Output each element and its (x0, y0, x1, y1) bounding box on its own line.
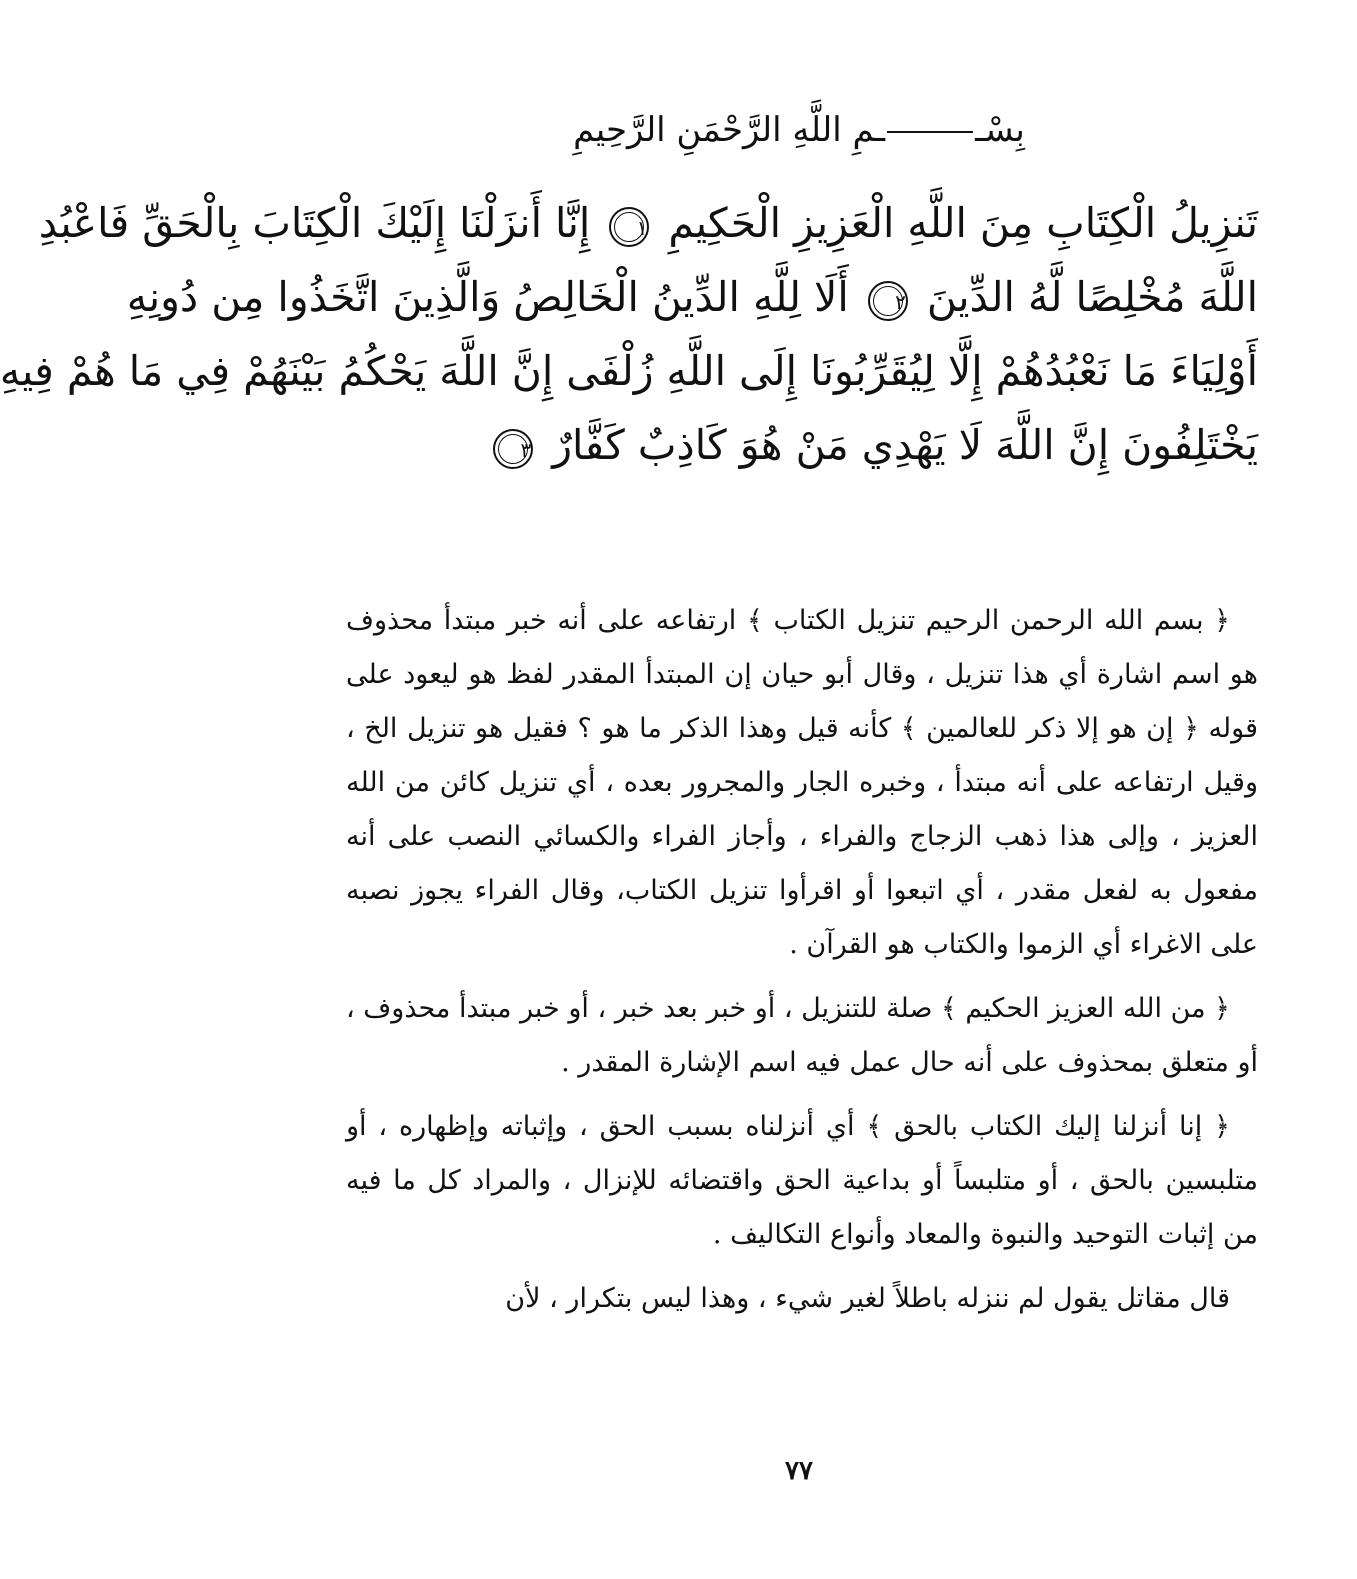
basmala-left: بِسْـ (975, 110, 1025, 150)
verse-text: أَوْلِيَاءَ مَا نَعْبُدُهُمْ إِلَّا لِيُقَرِّبُونَا إِلَى اللَّهِ زُلْفَى إِنَّ اللَّهَ يَحْكُمُ بَيْنَهُمْ فِي مَا هُمْ فِيهِ (0, 347, 1258, 395)
commentary-paragraph: ﴿ بسم الله الرحمن الرحيم تنزيل الكتاب ﴾ ارتفاعه على أنه خبر مبتدأ محذوف هو اسم اشارة أي هذا تنزيل ، وقال أبو حيان إن المبتدأ المقدر لفظ هو ليعود على قوله ﴿ إن هو إلا ذكر للعالمين ﴾ كأنه قيل وهذا الذكر ما هو ؟ فقيل هو تنزيل الخ ، وقيل ارتفاعه على أنه مبتدأ ، وخبره الجار والمجرور بعده ، أي تنزيل كائن من الله العزيز ، وإلى هذا ذهب الزجاج والفراء ، وأجاز الفراء والكسائي النصب على أنه مفعول به لفعل مقدر ، أي اتبعوا أو اقرأوا تنزيل الكتاب، وقال الفراء يجوز نصبه على الاغراء أي الزموا والكتاب هو القرآن . (346, 605, 1259, 960)
ayah-number-marker: ١ (609, 207, 649, 247)
verse-line (346, 408, 1258, 482)
verse-text: تَنزِيلُ الْكِتَابِ مِنَ اللَّهِ الْعَزِيزِ الْحَكِيمِ (668, 199, 1258, 247)
commentary-paragraph: ﴿ من الله العزيز الحكيم ﴾ صلة للتنزيل ، أو خبر بعد خبر ، أو خبر مبتدأ محذوف ، أو متعلق بمحذوف على أنه حال عمل فيه اسم الإشارة المقدر . (346, 993, 1258, 1078)
verse-text: أَلَا لِلَّهِ الدِّينُ الْخَالِصُ وَالَّذِينَ اتَّخَذُوا مِن دُونِهِ (126, 273, 849, 321)
verse-text: اللَّهَ مُخْلِصًا لَّهُ الدِّينَ (926, 273, 1258, 321)
commentary-paragraph: قال مقاتل يقول لم ننزله باطلاً لغير شيء ، وهذا ليس بتكرار ، لأن (505, 1283, 1230, 1314)
verse-line (0, 334, 1258, 408)
verse-text: إِنَّا أَنزَلْنَا إِلَيْكَ الْكِتَابَ بِالْحَقِّ فَاعْبُدِ (38, 199, 591, 247)
ayah-number-marker: ٢ (868, 281, 908, 321)
verse-line (38, 186, 1258, 260)
page-number: ٧٧ (785, 1456, 813, 1486)
basmala-stretch-line (887, 131, 973, 133)
verse-text: يَخْتَلِفُونَ إِنَّ اللَّهَ لَا يَهْدِي مَنْ هُوَ كَاذِبٌ كَفَّارٌ (552, 421, 1258, 469)
basmala-heading (241, 110, 1357, 150)
tafsir-commentary (346, 594, 1258, 1336)
verse-line (126, 260, 1258, 334)
ayah-number-marker: ٣ (493, 429, 533, 469)
commentary-paragraph: ﴿ إنا أنزلنا إليك الكتاب بالحق ﴾ أي أنزلناه بسبب الحق ، وإثباته وإظهاره ، أو متلبسين بالحق ، أو متلبساً أو بداعية الحق واقتضائه للإنزال ، والمراد كل ما فيه من إثبات التوحيد والنبوة والمعاد وأنواع التكاليف . (346, 1111, 1258, 1250)
basmala-right: ـمِ اللَّهِ الرَّحْمَنِ الرَّحِيمِ (573, 110, 886, 150)
quran-verses (0, 186, 1258, 482)
